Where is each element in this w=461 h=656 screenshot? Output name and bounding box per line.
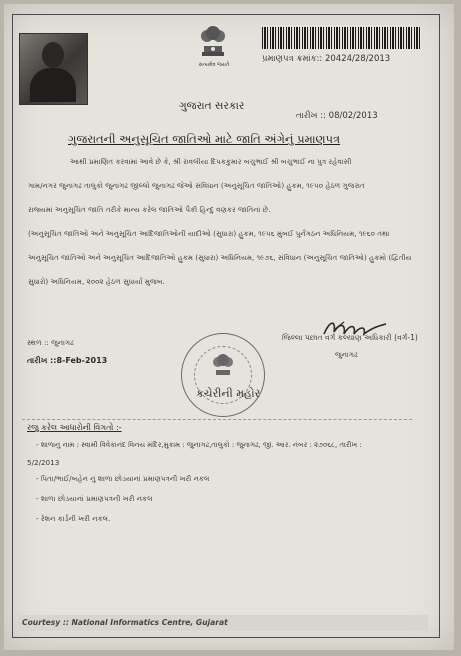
body-line-3: રાજ્યમાં અનુસૂચિત જાતિ તરીકે માન્ય કરેલ જાતિઓ પૈકી હિન્દુ વણકર જાતિનાં છે. — [28, 205, 271, 214]
government-heading: ગુજરાત સરકાર — [179, 100, 245, 112]
document-item-2: - પિતા/ભાઈ/બહેન નું શાળા છોડયાનાં પ્રમાણપત્રની ખરી નકલ — [36, 474, 210, 483]
seal-label: કચેરીની મહોર — [196, 387, 261, 400]
document-item-1-cont: 5/2/2013 — [27, 458, 60, 467]
national-emblem-icon — [196, 22, 230, 60]
emblem-caption: સત્યમેવ જયતે — [198, 62, 230, 68]
applicant-photo — [19, 33, 88, 105]
officer-designation: જિલ્લા પછાત વર્ગ કલ્યાણ અધિકારી (વર્ગ-1) — [282, 333, 418, 342]
officer-office-place: જુનાગઢ — [335, 350, 358, 359]
body-line-2: ગામ/નગર જુનાગઢ તાલુકો જુનાગઢ જીલ્લો જુનાગઢ જેઓ સંવિધાન (અનુસૂચિત જાતિઓ) હુકમ, ૧૯૫૦ હેઠળ ગુજરાત — [28, 181, 365, 190]
barcode — [262, 27, 422, 49]
place-date-label: તારીખ ::8-Feb-2013 — [27, 356, 108, 365]
body-line-6: સુધારો) અધિનિયમ, ૨૦૦૨ હેઠળ સુધાર્યા મુજબ. — [28, 277, 165, 286]
document-item-3: - શાળા છોડયાનાં પ્રમાણપત્રની ખરી નકલ — [36, 494, 153, 503]
body-line-5: અનુસૂચિત જાતિઓ અને અનુસૂચિત આદિજાતિઓ હુકમ (સુધારા) અધિનિયમ, ૧૯૭૬, સંવિધાન (અનુસૂચિત જાતિઓ) હુકમો (દ્વિતીય — [28, 253, 412, 262]
body-line-1: આથી પ્રમાણિત કરવામાં આવે છે કે, શ્રી રાવલીયા દિપકકુમાર બચુભાઈ શ્રી બચુભાઈ ના પુત્ર રહેવાસી — [70, 157, 352, 166]
footer-courtesy: Courtesy :: National Informatics Centre, Gujarat — [22, 618, 228, 627]
certificate-number: પ્રમાણપત્ર ક્રમાંક:: 20424/28/2013 — [262, 54, 391, 64]
certificate-title: ગુજરાતની અનુસૂચિત જાતિઓ માટે જાતિ અંગેનું પ્રમાણપત્ર — [68, 132, 341, 146]
document-item-1: - શાળાનુ નામ : સ્વામી વિવેકાનંદ વિનય મંદિર,મુકામ : જુનાગઢ,તાલુકો : જુનાગઢ, જી. આર. નંબર : ૨૭૦૬૮, તારીખ : — [36, 441, 362, 449]
section-divider — [22, 419, 412, 420]
place-label: સ્થળ :: જુનાગઢ — [27, 338, 74, 347]
office-seal — [181, 333, 265, 417]
issue-date: તારીખ :: 08/02/2013 — [296, 111, 378, 121]
photo-head-shape — [42, 42, 64, 68]
body-line-4: (અનુસૂચિત જાતિઓ અને અનુસૂચિત આદિજાતિઓની યાદીઓ (સુધારા) હુકમ, ૧૯૫૬ મુંબઈ પુર્નગઠન અધિનિયમ, ૧૯૬૦ તથા — [28, 229, 390, 238]
photo-body-shape — [30, 68, 76, 102]
document-item-4: - રેશન કાર્ડની ખરી નકલ. — [36, 514, 111, 523]
seal-emblem-icon — [210, 352, 236, 380]
documents-heading: રજુ કરેલ આધારોની વિગતો :- — [27, 423, 122, 432]
